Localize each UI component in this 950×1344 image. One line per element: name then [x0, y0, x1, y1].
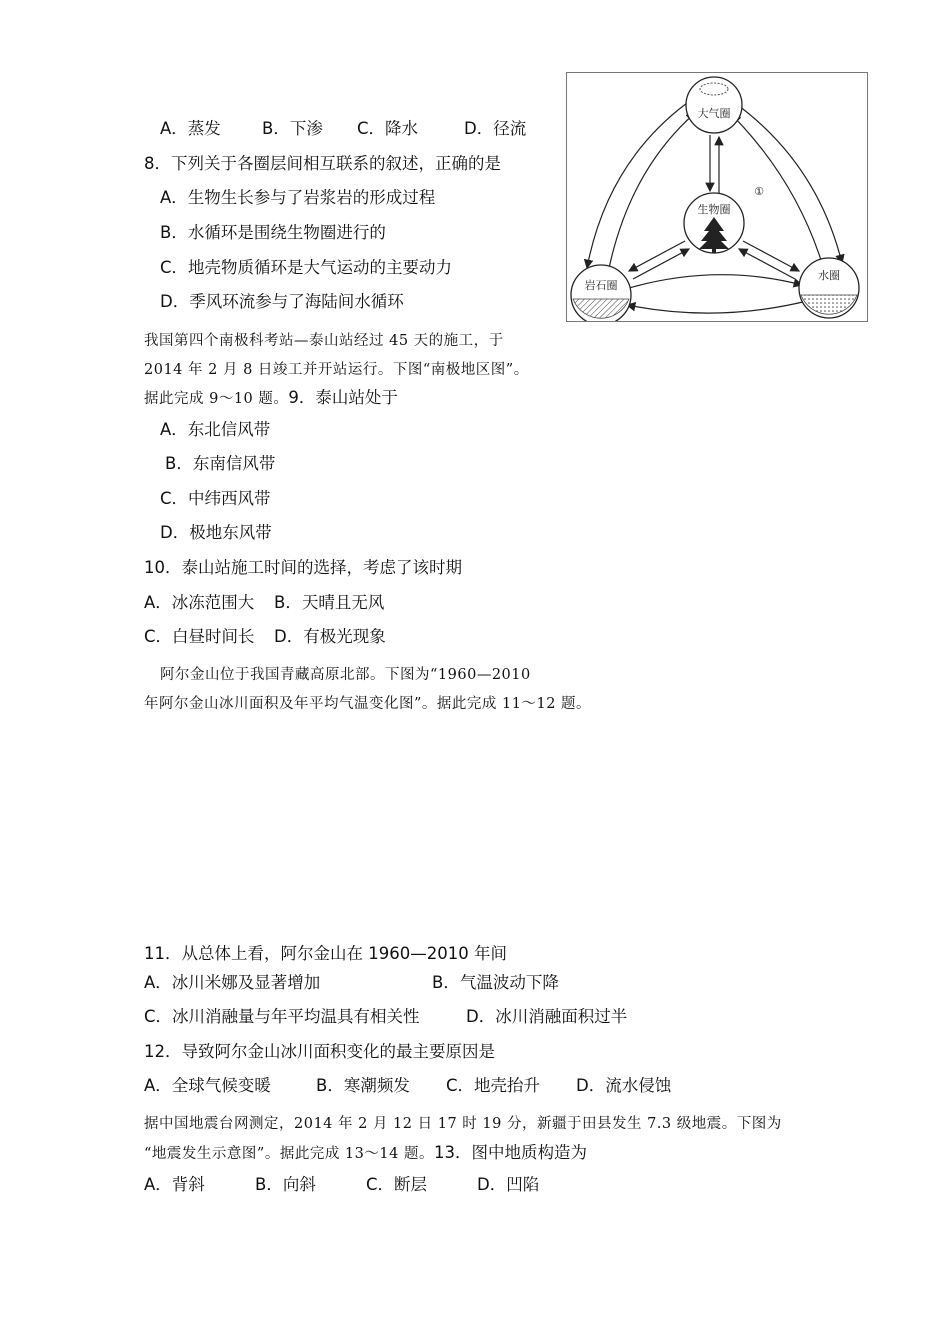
q10-option-a: A．冰冻范围大 — [144, 593, 255, 612]
q9-option-d: D．极地东风带 — [160, 523, 272, 542]
q9-stem: 9．泰山站处于 — [288, 388, 398, 407]
q7-option-c: C．降水 — [357, 119, 419, 138]
hydrosphere-label: 水圈 — [818, 269, 840, 282]
q8-option-d: D．季风环流参与了海陆间水循环 — [160, 292, 404, 311]
q10-option-c: C．白昼时间长 — [144, 627, 255, 646]
q11-option-a: A．冰川米娜及显著增加 — [144, 973, 321, 992]
q9-option-c: C．中纬西风带 — [160, 489, 271, 508]
passage-altun-line2: 年阿尔金山冰川面积及年平均气温变化图”。据此完成 11～12 题。 — [144, 696, 592, 712]
q12-option-b: B．寒潮频发 — [316, 1076, 410, 1095]
q7-option-d: D．径流 — [464, 119, 527, 138]
q7-option-b: B．下渗 — [262, 119, 323, 138]
atmosphere-circle — [686, 77, 742, 133]
arrow-marker-1: ① — [754, 185, 764, 198]
q13-option-c: C．断层 — [366, 1175, 428, 1194]
hydrosphere-circle — [799, 258, 859, 318]
passage-taishan-line2: 2014 年 2 月 8 日竣工并开站运行。下图“南极地区图”。 — [144, 362, 529, 378]
q8-option-c: C．地壳物质循环是大气运动的主要动力 — [160, 258, 453, 277]
q10-option-b: B．天晴且无风 — [274, 593, 385, 612]
biosphere-label: 生物圈 — [697, 203, 731, 216]
passage-quake-line1: 据中国地震台网测定，2014 年 2 月 12 日 17 时 19 分，新疆于田县发生 7.3 级地震。下图为 — [144, 1116, 782, 1132]
q11-option-d: D．冰川消融面积过半 — [466, 1007, 628, 1026]
q13-option-a: A．背斜 — [144, 1175, 205, 1194]
passage-quake-line2: “地震发生示意图”。据此完成 13～14 题。 — [144, 1146, 434, 1162]
passage-quake-line2-row — [144, 1142, 587, 1165]
passage-taishan-line1: 我国第四个南极科考站—泰山站经过 45 天的施工，于 — [144, 333, 504, 349]
q10-stem: 10．泰山站施工时间的选择，考虑了该时期 — [144, 558, 462, 577]
q13-option-b: B．向斜 — [255, 1175, 316, 1194]
q8-option-b: B．水循环是围绕生物圈进行的 — [160, 223, 386, 242]
q10-option-d: D．有极光现象 — [274, 627, 386, 646]
q11-stem: 11．从总体上看，阿尔金山在 1960—2010 年间 — [144, 944, 507, 963]
passage-taishan-line3-row — [144, 387, 398, 410]
passage-altun-line1: 阿尔金山位于我国青藏高原北部。下图为“1960—2010 — [160, 667, 531, 683]
lithosphere-label: 岩石圈 — [584, 279, 618, 292]
q7-option-a: A．蒸发 — [160, 119, 221, 138]
q13-option-d: D．凹陷 — [477, 1175, 540, 1194]
q8-stem: 8．下列关于各圈层间相互联系的叙述，正确的是 — [144, 154, 501, 173]
q8-option-a: A．生物生长参与了岩浆岩的形成过程 — [160, 188, 436, 207]
q9-option-a: A．东北信风带 — [160, 420, 271, 439]
passage-taishan-line3: 据此完成 9～10 题。 — [144, 391, 289, 407]
q12-option-a: A．全球气候变暖 — [144, 1076, 271, 1095]
q13-stem: 13．图中地质构造为 — [433, 1143, 587, 1162]
lithosphere-circle — [571, 265, 631, 321]
earth-spheres-diagram — [566, 72, 868, 322]
q12-option-c: C．地壳抬升 — [446, 1076, 541, 1095]
q12-stem: 12．导致阿尔金山冰川面积变化的最主要原因是 — [144, 1042, 495, 1061]
biosphere-circle — [684, 193, 744, 253]
q9-option-b: B．东南信风带 — [165, 454, 276, 473]
q12-option-d: D．流水侵蚀 — [576, 1076, 672, 1095]
atmosphere-label: 大气圈 — [697, 107, 731, 120]
spheres-diagram-svg — [567, 73, 867, 321]
q11-option-b: B．气温波动下降 — [432, 973, 559, 992]
q11-option-c: C．冰川消融量与年平均温具有相关性 — [144, 1007, 420, 1026]
